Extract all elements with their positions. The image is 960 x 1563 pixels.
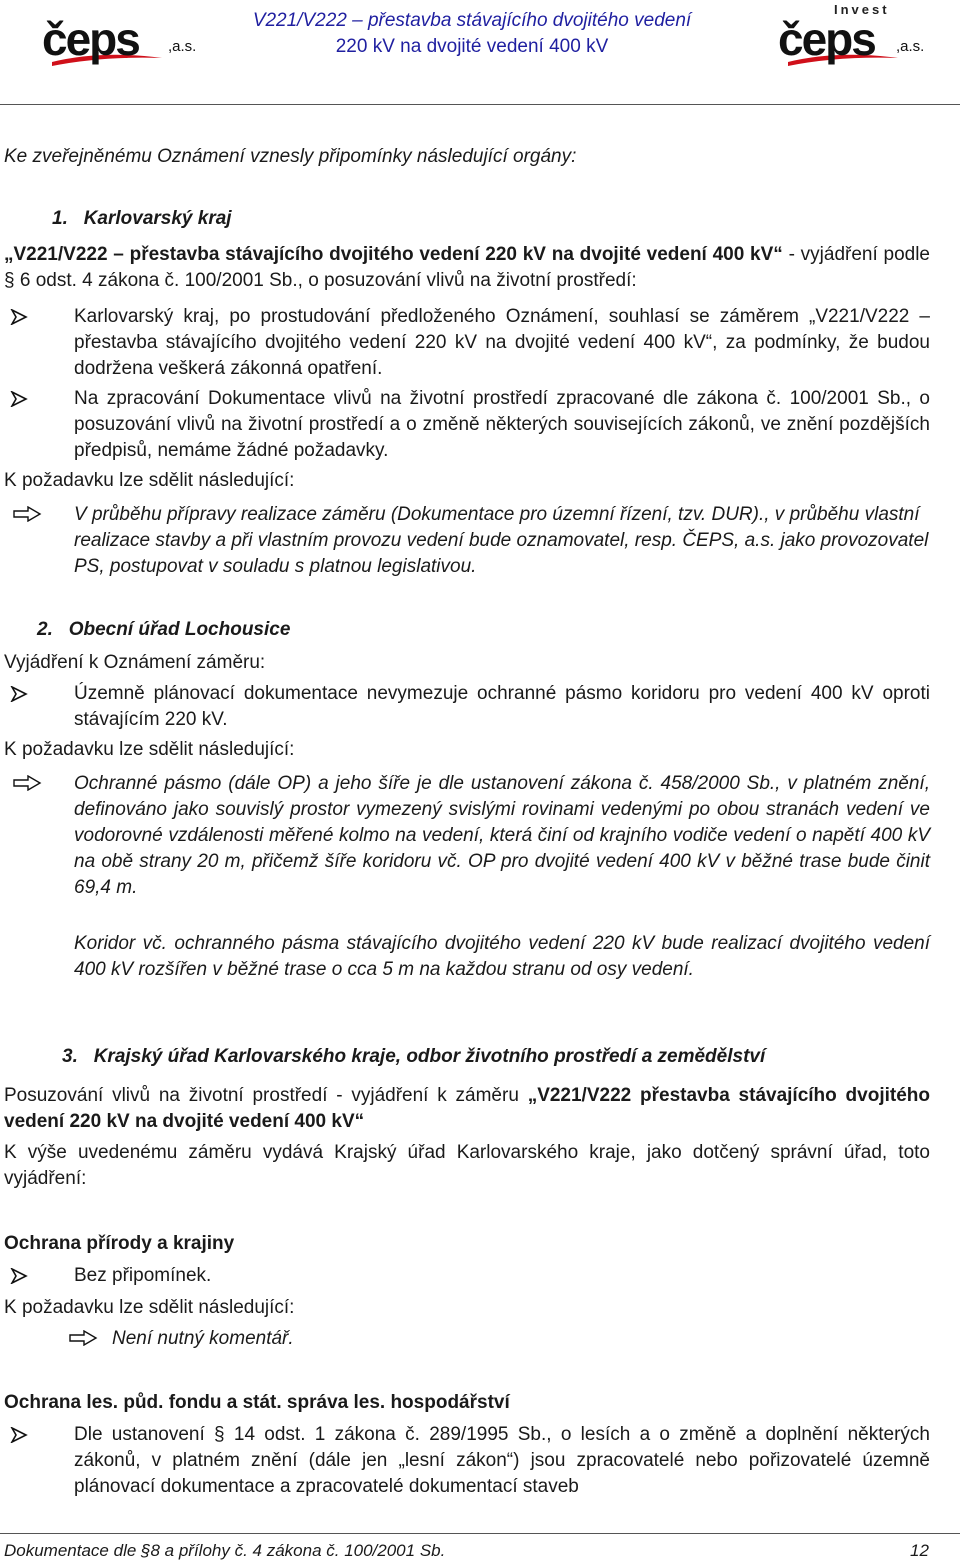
section3-para1 <box>4 1083 930 1135</box>
section1-bullet1: Karlovarský kraj, po prostudování předloženého Oznámení, souhlasí se záměrem „V221/V222 – přestavba stávajícího dvojitého vedení 220 kV na dvojité vedení 400 kV“, za podmínky, že budou dodržena veškerá zákonná opatření. <box>74 306 930 379</box>
section3-para1-bold: „V221/V222 přestavba stávajícího dvojitého vedení 220 kV na dvojité vedení 400 kV“ <box>4 1085 930 1132</box>
section2-reply1: Ochranné pásmo (dále OP) a jeho šíře je dle ustanovení zákona č. 458/2000 Sb., v platném znění, definováno jako souvislý prostor vymezený svislými rovinami vedenými po obou stranách vedení ve vodorovné vzdálenosti měřené kolmo na vedení, která činí od krajního vodiče vedení o napětí 400 kV na obě strany 20 m, přičemž šíře koridoru vč. OP pro dvojité vedení 400 kV v běžné trase bude činit 69,4 m. <box>74 773 930 898</box>
section3-para2: K výše uvedenému záměru vydává Krajský úřad Karlovarského kraje, jako dotčený správní úřad, toto vyjádření: <box>4 1142 930 1189</box>
logo-suffix: ,a.s. <box>168 38 197 55</box>
section3-heading <box>62 1044 765 1070</box>
section3-sub2-title: Ochrana les. půd. fondu a stát. správa les. hospodářství <box>4 1392 510 1413</box>
logo-invest-text: Invest <box>834 2 890 17</box>
header-divider <box>0 104 960 105</box>
intro-text: Ke zveřejněnému Oznámení vznesly připomínky následující orgány: <box>4 146 577 167</box>
section1-reply: V průběhu přípravy realizace záměru (Dokumentace pro územní řízení, tzv. DUR)., v průběhu vlastní realizace stavby a při vlastním provozu vedení bude oznamovatel, resp. ČEPS, a.s. jako provozovatel PS, postupovat v souladu s platnou legislativou. <box>74 504 929 577</box>
logo-text: čeps <box>42 13 139 65</box>
bullet-arrowhead-icon <box>10 391 28 407</box>
footer-divider <box>0 1533 960 1534</box>
section2-heading <box>37 617 290 643</box>
section1-bullet2: Na zpracování Dokumentace vlivů na životní prostředí zpracované dle zákona č. 100/2001 Sb., o posuzování vlivů na životní prostředí a o změně některých souvisejících zákonů, ve znění pozdějších předpisů, nemáme žádné požadavky. <box>74 388 930 461</box>
section1-subject <box>4 242 930 294</box>
footer-left: Dokumentace dle §8 a přílohy č. 4 zákona č. 100/2001 Sb. <box>4 1541 446 1560</box>
ceps-logo <box>42 6 232 64</box>
section1-subject-rest: - vyjádření podle § 6 odst. 4 zákona č. 100/2001 Sb., o posuzování vlivů na životní prostředí: <box>4 244 931 291</box>
bullet-arrowhead-icon <box>10 686 28 702</box>
logo-suffix: ,a.s. <box>896 38 925 55</box>
section1-subject-bold: „V221/V222 – přestavba stávajícího dvojitého vedení 220 kV na dvojité vedení 400 kV“ <box>4 244 783 265</box>
ceps-invest-logo <box>778 2 960 65</box>
section2-reply2: Koridor vč. ochranného pásma stávajícího dvojitého vedení 220 kV bude realizací dvojitého vedení 400 kV rozšířen v běžné trase o cca 5 m na každou stranu od osy vedení. <box>74 933 930 980</box>
hollow-arrow-icon <box>68 1330 98 1346</box>
section3-sub1-reply: Není nutný komentář. <box>112 1328 294 1349</box>
section1-heading <box>52 206 232 232</box>
section3-sub1-reply-label: K požadavku lze sdělit následující: <box>4 1297 295 1318</box>
section2-subtitle: Vyjádření k Oznámení záměru: <box>4 652 266 673</box>
header-title-line2: 220 kV na dvojité vedení 400 kV <box>335 36 609 57</box>
bullet-arrowhead-icon <box>10 1268 28 1284</box>
logo-text: čeps <box>778 13 875 65</box>
section2-reply-label: K požadavku lze sdělit následující: <box>4 739 295 760</box>
section3-number: 3. <box>62 1046 78 1067</box>
header-title <box>232 8 712 60</box>
section2-bullet1: Územně plánovací dokumentace nevymezuje ochranné pásmo koridoru pro vedení 400 kV oproti stávajícím 220 kV. <box>74 683 930 730</box>
bullet-arrowhead-icon <box>10 1427 28 1443</box>
section2-number: 2. <box>37 619 53 640</box>
section3-para1-plain: Posuzování vlivů na životní prostředí - vyjádření k záměru <box>4 1085 528 1106</box>
section3-sub2-bullet: Dle ustanovení § 14 odst. 1 zákona č. 289/1995 Sb., o lesích a o změně a doplnění některých zákonů, v platném znění (dále jen „lesní zákon“) jsou zpracovatelé nebo pořizovatelé územně plánovací dokumentace a zpracovatelé dokumentací staveb <box>74 1424 930 1497</box>
header-title-line1: V221/V222 – přestavba stávajícího dvojitého vedení <box>252 10 692 31</box>
section3-sub1-title: Ochrana přírody a krajiny <box>4 1233 235 1254</box>
section2-title: Obecní úřad Lochousice <box>68 619 291 640</box>
hollow-arrow-icon <box>12 775 42 791</box>
hollow-arrow-icon <box>12 506 42 522</box>
section1-title: Karlovarský kraj <box>83 208 232 229</box>
section3-title: Krajský úřad Karlovarského kraje, odbor životního prostředí a zemědělství <box>93 1046 766 1067</box>
page-header <box>0 0 960 100</box>
section1-reply-label: K požadavku lze sdělit následující: <box>4 470 295 491</box>
page-number: 12 <box>910 1541 929 1560</box>
bullet-arrowhead-icon <box>10 309 28 325</box>
section3-sub1-bullet: Bez připomínek. <box>74 1265 212 1286</box>
section1-number: 1. <box>52 208 68 229</box>
